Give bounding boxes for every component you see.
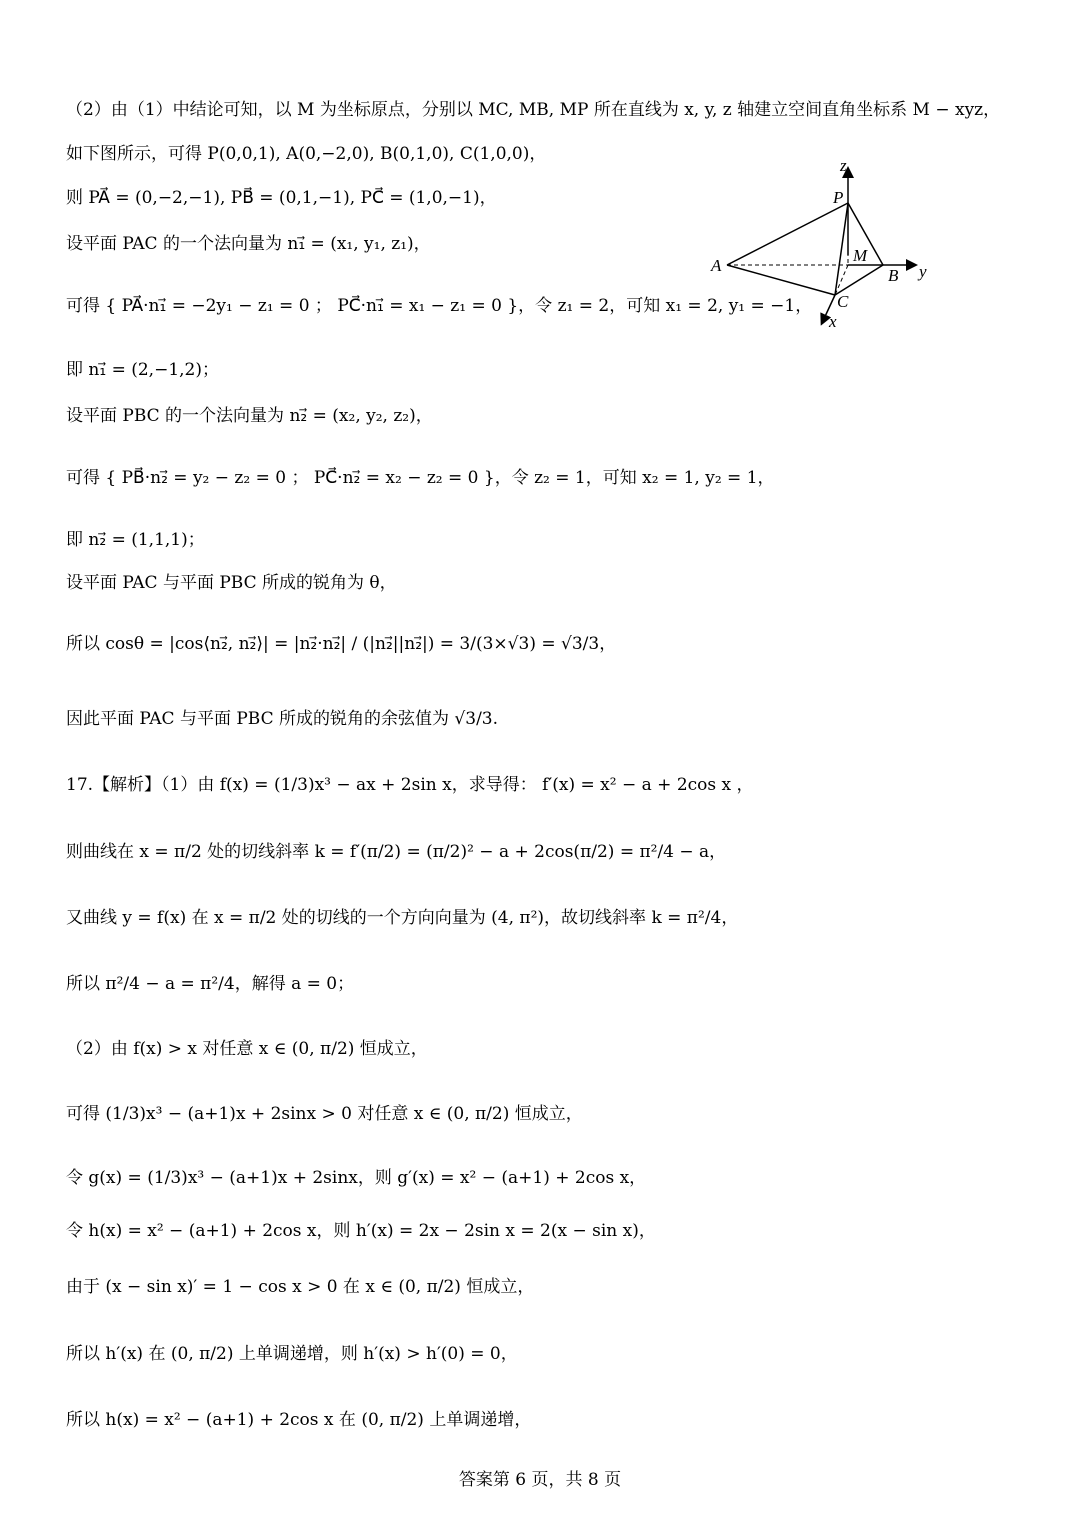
solution-line: 因此平面 PAC 与平面 PBC 所成的锐角的余弦值为 √3/3. bbox=[66, 709, 499, 729]
label-A: A bbox=[711, 256, 722, 275]
label-z: z bbox=[840, 156, 847, 175]
solution-line: 令 h(x) = x² − (a+1) + 2cos x，则 h′(x) = 2x − 2sin x = 2(x − sin x)， bbox=[66, 1221, 656, 1241]
solution-line: （2）由 f(x) > x 对任意 x ∈ (0, π/2) 恒成立， bbox=[66, 1039, 428, 1059]
label-M: M bbox=[853, 246, 868, 265]
pyramid-diagram bbox=[705, 155, 935, 335]
label-C: C bbox=[837, 292, 849, 311]
edge-BC bbox=[835, 265, 883, 295]
solution-line: 可得 { PB⃗·n₂⃗ = y₂ − z₂ = 0 ； PC⃗·n₂⃗ = x₂ − z₂ = 0 }，令 z₂ = 1，可知 x₂ = 1, y₂ = 1， bbox=[66, 468, 775, 488]
solution-line: 所以 π²/4 − a = π²/4，解得 a = 0； bbox=[66, 974, 355, 994]
edge-PA bbox=[727, 203, 848, 265]
label-y: y bbox=[919, 262, 927, 281]
label-B: B bbox=[888, 266, 899, 285]
solution-line: 17.【解析】（1）由 f(x) = (1/3)x³ − ax + 2sin x，求导得： f′(x) = x² − a + 2cos x ， bbox=[66, 775, 754, 795]
solution-line: 设平面 PAC 的一个法向量为 n₁⃗ = (x₁, y₁, z₁)， bbox=[66, 234, 431, 254]
solution-line: 所以 h′(x) 在 (0, π/2) 上单调递增，则 h′(x) > h′(0) = 0， bbox=[66, 1344, 518, 1364]
solution-line: 即 n₂⃗ = (1,1,1)； bbox=[66, 530, 205, 550]
label-x: x bbox=[829, 312, 837, 331]
page-footer: 答案第 6 页，共 8 页 bbox=[458, 1470, 622, 1490]
solution-line: 可得 (1/3)x³ − (a+1)x + 2sinx > 0 对任意 x ∈ (0, π/2) 恒成立， bbox=[66, 1104, 583, 1124]
label-P: P bbox=[833, 188, 844, 207]
solution-line: 由于 (x − sin x)′ = 1 − cos x > 0 在 x ∈ (0, π/2) 恒成立， bbox=[66, 1277, 535, 1297]
solution-line: 所以 h(x) = x² − (a+1) + 2cos x 在 (0, π/2) 上单调递增， bbox=[66, 1410, 532, 1430]
solution-line: 设平面 PBC 的一个法向量为 n₂⃗ = (x₂, y₂, z₂)， bbox=[66, 406, 433, 426]
solution-line: 则 PA⃗ = (0,−2,−1), PB⃗ = (0,1,−1), PC⃗ = (1,0,−1)， bbox=[66, 188, 497, 208]
solution-line: 设平面 PAC 与平面 PBC 所成的锐角为 θ， bbox=[66, 573, 397, 593]
solution-line: 可得 { PA⃗·n₁⃗ = −2y₁ − z₁ = 0 ； PC⃗·n₁⃗ = x₁ − z₁ = 0 }，令 z₁ = 2，可知 x₁ = 2, y₁ = −1， bbox=[66, 296, 813, 316]
solution-line: 即 n₁⃗ = (2,−1,2)； bbox=[66, 360, 219, 380]
solution-line: 如下图所示，可得 P(0,0,1), A(0,−2,0), B(0,1,0), C(1,0,0)， bbox=[66, 144, 547, 164]
solution-line: 则曲线在 x = π/2 处的切线斜率 k = f′(π/2) = (π/2)² − a + 2cos(π/2) = π²/4 − a， bbox=[66, 842, 727, 862]
solution-line: 令 g(x) = (1/3)x³ − (a+1)x + 2sinx，则 g′(x) = x² − (a+1) + 2cos x， bbox=[66, 1168, 647, 1188]
solution-line: （2）由（1）中结论可知，以 M 为坐标原点，分别以 MC, MB, MP 所在直线为 x, y, z 轴建立空间直角坐标系 M − xyz， bbox=[66, 100, 1001, 120]
edge-AC bbox=[727, 265, 835, 295]
solution-line: 又曲线 y = f(x) 在 x = π/2 处的切线的一个方向向量为 (4, π²)，故切线斜率 k = π²/4， bbox=[66, 908, 739, 928]
solution-line: 所以 cosθ = |cos⟨n₂⃗, n₂⃗⟩| = |n₂⃗·n₂⃗| / (|n₂⃗||n₂⃗|) = 3/(3×√3) = √3/3， bbox=[66, 634, 617, 654]
